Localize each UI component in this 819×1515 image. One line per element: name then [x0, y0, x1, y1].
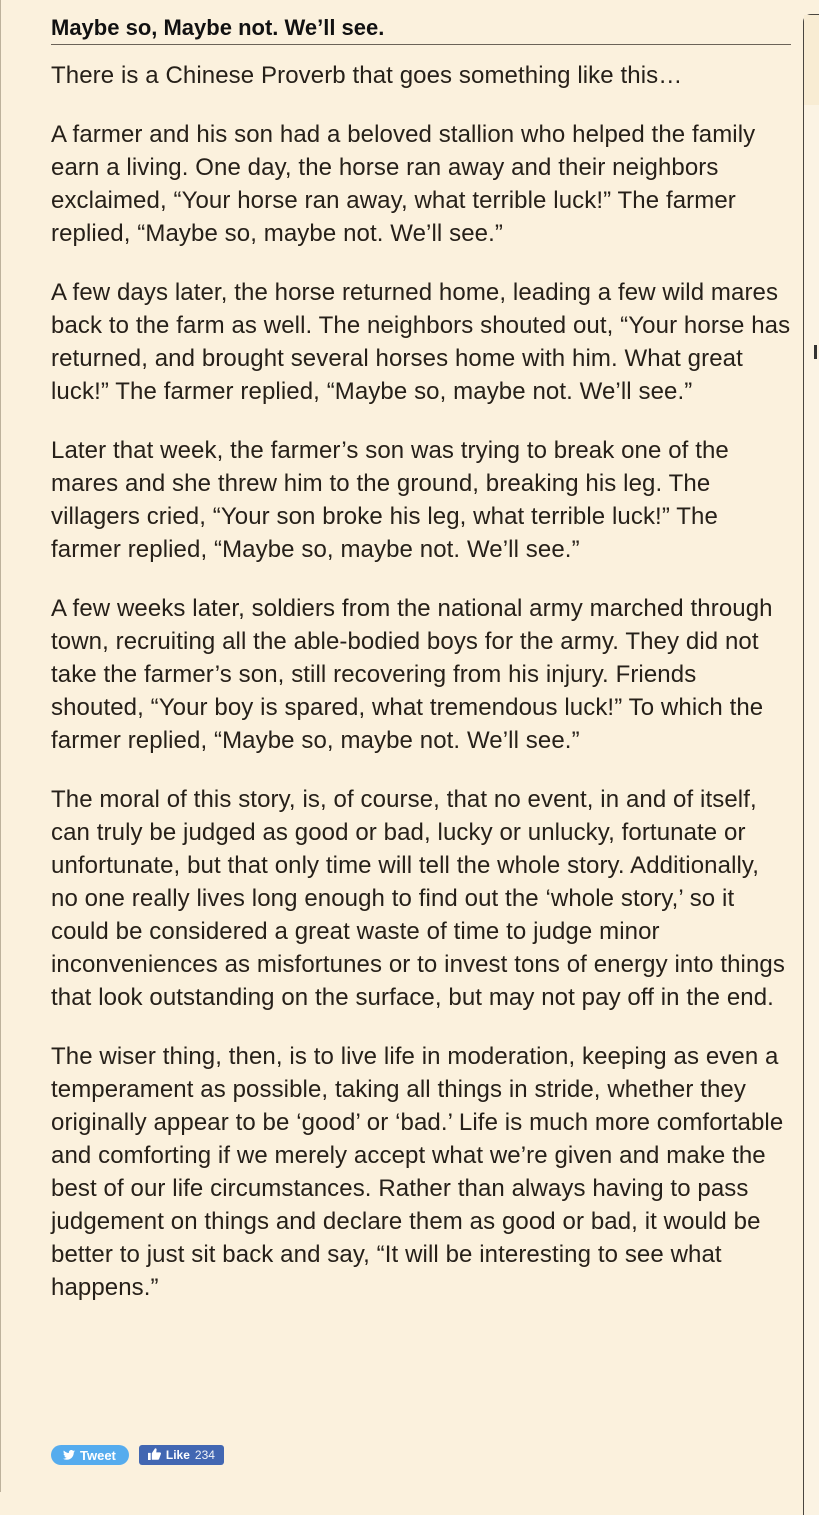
thumbs-up-icon — [148, 1448, 161, 1463]
social-share-bar — [51, 1445, 224, 1465]
tweet-label: Tweet — [80, 1447, 116, 1463]
tweet-button[interactable] — [51, 1445, 129, 1465]
article-paragraph: A few days later, the horse returned home, leading a few wild mares back to the farm as well. The neighbors shouted out, “Your horse has returned, and brought several horses home with him. What great luck!” The farmer replied, “Maybe so, maybe not. We’ll see.” — [51, 279, 791, 405]
article-paragraph: The wiser thing, then, is to live life in moderation, keeping as even a temperament as possible, taking all things in stride, whether they originally appear to be ‘good’ or ‘bad.’ Life is much more comfortable and comforting if we merely accept what we’re given and make the best of our life circumstances. Rather than always having to pass judgement on things and declare them as good or bad, it would be better to just sit back and say, “It will be interesting to see what happens.” — [51, 1043, 784, 1301]
article-paragraph: Later that week, the farmer’s son was trying to break one of the mares and she threw him to the ground, breaking his leg. The villagers cried, “Your son broke his leg, what terrible luck!” The farmer replied, “Maybe so, maybe not. We’ll see.” — [51, 437, 729, 563]
sidebar-card — [804, 15, 819, 105]
article-paragraph: A few weeks later, soldiers from the national army marched through town, recruiting all the able-bodied boys for the army. They did not take the farmer’s son, still recovering from his injury. Friends shouted, “Your boy is spared, what tremendous luck!” To which the farmer replied, “Maybe so, maybe not. We’ll see.” — [51, 595, 773, 754]
facebook-like-button[interactable] — [139, 1445, 224, 1465]
article-body — [51, 59, 791, 1304]
page-left-border — [0, 0, 1, 1492]
article-paragraph: There is a Chinese Proverb that goes something like this… — [51, 62, 683, 89]
like-count: 234 — [194, 1448, 215, 1462]
sidebar-panel-edge — [803, 14, 819, 1515]
article-paragraph: The moral of this story, is, of course, that no event, in and of itself, can truly be judged as good or bad, lucky or unlucky, fortunate or unfortunate, but that only time will tell the whole story. Additionally, no one really lives long enough to find out the ‘whole story,’ so it could be considered a great waste of time to judge minor inconveniences as misfortunes or to invest tons of energy into things that look outstanding on the surface, but may not pay off in the end. — [51, 786, 785, 1011]
article — [51, 14, 791, 1330]
article-title: Maybe so, Maybe not. We’ll see. — [51, 14, 791, 45]
article-paragraph: A farmer and his son had a beloved stallion who helped the family earn a living. One day, the horse ran away and their neighbors exclaimed, “Your horse ran away, what terrible luck!” The farmer replied, “Maybe so, maybe not. We’ll see.” — [51, 121, 756, 247]
bird-icon — [63, 1448, 75, 1463]
like-label: Like — [165, 1448, 190, 1462]
sidebar-heading-mark — [814, 345, 817, 359]
